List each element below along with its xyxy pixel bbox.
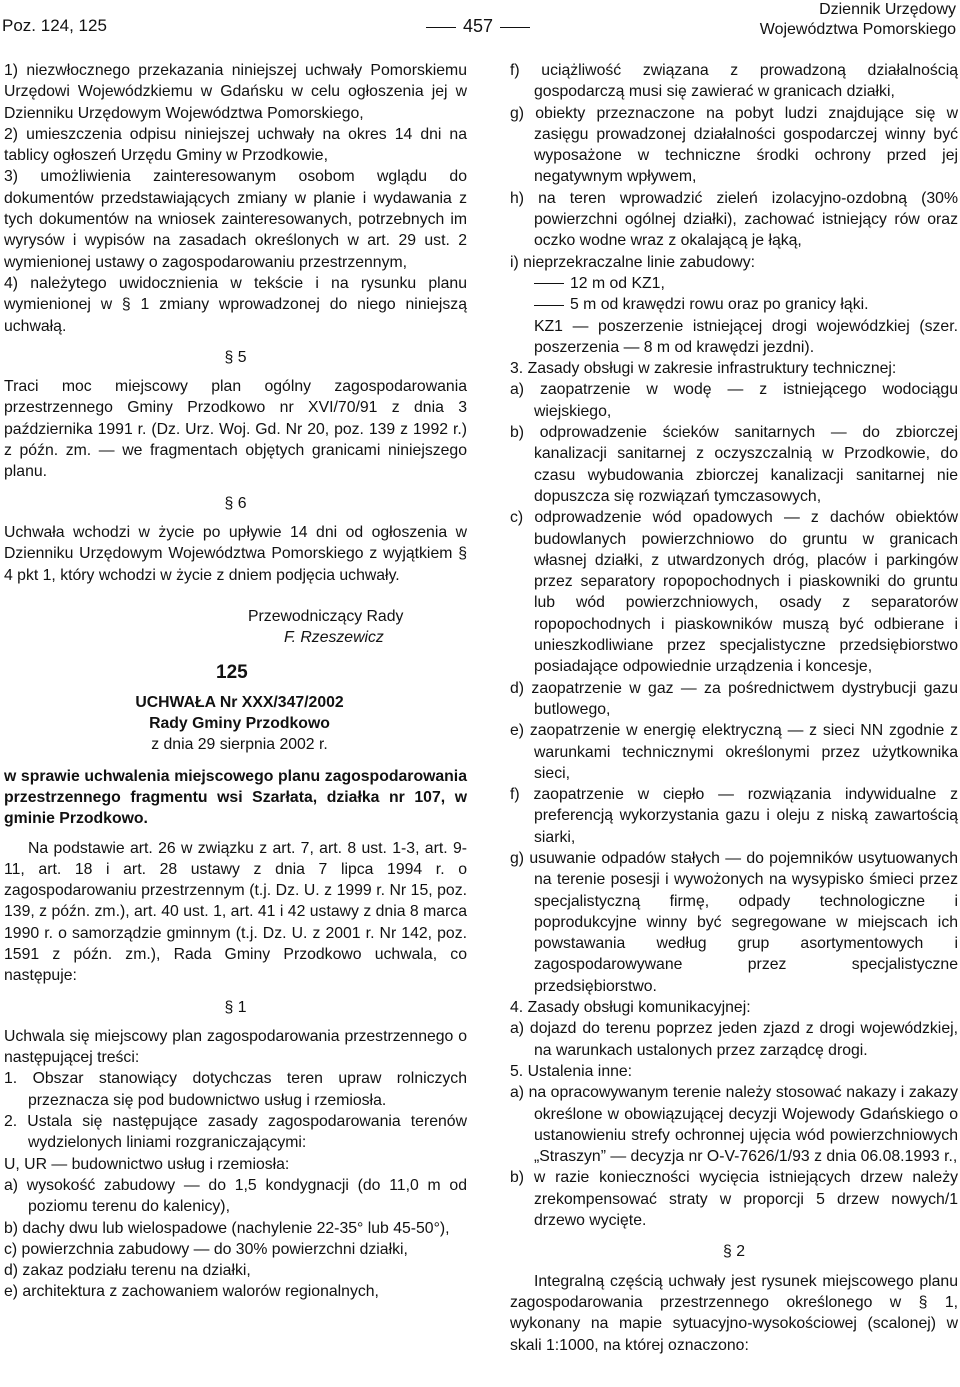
- signature-name-wrap: [4, 627, 467, 648]
- list-item: 2) umieszczenia odpisu niniejszej uchwały na okres 14 dni na tablicy ogłoszeń Urzędu Gminy w Przodkowie,: [4, 125, 467, 165]
- list-item: e) architektura z zachowaniem walorów regionalnych,: [4, 1283, 379, 1301]
- page-number: 457: [462, 16, 494, 36]
- signature-role: Przewodniczący Rady: [248, 607, 404, 625]
- journal-title: [760, 0, 956, 40]
- list-item: c) powierzchnia zabudowy — do 30% powierzchni działki,: [4, 1240, 408, 1258]
- list-item: f) zaopatrzenie w ciepło — rozwiązania indywidualne z preferencją wykorzystania gazu i oleju z niską zawartością siarki,: [510, 786, 958, 846]
- list-item: b) dachy dwu lub wielospadowe (nachylenie 22-35° lub 45-50°),: [4, 1219, 450, 1237]
- list-item: a) wysokość zabudowy — do 1,5 kondygnacji (do 11,0 m od poziomu terenu do kalenicy),: [4, 1176, 467, 1216]
- rule-right: [500, 27, 530, 28]
- dash-mark: [534, 283, 564, 284]
- list-item: g) obiekty przeznaczone na pobyt ludzi znajdujące się w zasięgu prowadzonej działalności gospodarczej winny być wyposażone w techniczne środki ochrony przed jej negatywnym wpływem,: [510, 104, 958, 186]
- list-item: d) zaopatrzenie w gaz — za pośrednictwem dystrybucji gazu butlowego,: [510, 679, 958, 718]
- list-item: a) zaopatrzenie w wodę — z istniejącego wodociągu wiejskiego,: [510, 381, 958, 420]
- position-reference: Poz. 124, 125: [2, 16, 107, 35]
- section-text-6: Uchwała wchodzi w życie po upływie 14 dni od ogłoszenia w Dzienniku Urzędowym Województwa Pomorskiego z wyjątkiem § 4 pkt 1, który wchodzi w życie z dniem podjęcia uchwały.: [4, 523, 467, 584]
- resolution-title: UCHWAŁA Nr XXX/347/2002: [135, 693, 344, 711]
- right-column: [510, 60, 958, 1356]
- list-item: h) na teren wprowadzić zieleń izolacyjno-ozdobną (30% powierzchni ogólnej działki), zachować istniejący rów oraz oczko wodne wraz z okalającą je łąką,: [510, 189, 958, 250]
- list-item: 3) umożliwienia zainteresowanym osobom wglądu do dokumentów przedstawiających zmiany w planie i wydawania z tych dokumentów na wniosek zainteresowanych, potrzebnych im wyrysów i wypisów na zasadach określonych w art. 29 ust. 2 wymienionej ustawy o zagospodarowaniu przestrzennym,: [4, 168, 467, 271]
- list-item: c) odprowadzenie wód opadowych — z dachów obiektów budowlanych powierzchniowo do gruntu w granicach własnej działki, z utwardzonych dróg, placów i parkingów przez separatory ropopochodnych i piaskowniki do gruntu lub wód powierzchniowych, osady z separatorów ropopochodnych i piaskowników muszą być odbierane i unieszkodliwiane przez specjalistyczne przedsiębiorstwo posiadające odpowiednie urządzenia i koncesje,: [510, 509, 958, 676]
- list-item: a) dojazd do terenu poprzez jeden zjazd z drogi wojewódzkiej, na warunkach ustalonych przez zarządcę drogi.: [510, 1020, 958, 1059]
- list-item: e) zaopatrzenie w energię elektryczną — z sieci NN zgodnie z warunkami technicznymi określonymi przez użytkownika sieci,: [510, 722, 958, 782]
- resolution-subject: w sprawie uchwalenia miejscowego planu zagospodarowania przestrzennego fragmentu wsi Szarłata, działka nr 107, w gminie Przodkowo.: [4, 767, 467, 828]
- point-2: 2. Ustala się następujące zasady zagospodarowania terenów wydzielonych liniami rozgraniczającymi:: [4, 1113, 467, 1152]
- section-title-2: § 2: [723, 1243, 745, 1261]
- list-item: b) odprowadzenie ścieków sanitarnych — do zbiorczej kanalizacji sanitarnej z oczyszczalnią w Przodkowie, do czasu wybudowania zbiorczej kanalizacji sanitarnej nie dopuszcza się rozwiązań tymczasowych,: [510, 424, 958, 505]
- section-title-5: § 5: [224, 348, 247, 366]
- resolution-body: Rady Gminy Przodkowo: [149, 715, 330, 733]
- list-item: g) usuwanie odpadów stałych — do pojemników usytuowanych na terenie posesji i wywożonych na wysypisko śmieci przez specjalistyczną firmę, odpady technologiczne i poprodukcyjne winny być segregowane w miejscach ich powstawania według grup asortymentowych i zagospodarowywane przez specjalistyczne przedsiębiorstwo.: [510, 849, 958, 995]
- signature-name: F. Rzeszewicz: [284, 629, 384, 647]
- point-4: 4. Zasady obsługi komunikacyjnej:: [510, 999, 751, 1017]
- list-item: 4) należytego uwidocznienia w tekście i na rysunku planu wymienionej w § 1 zmiany wprowadzonej do niego niniejszą uchwałą.: [4, 274, 467, 335]
- section-text-1: Uchwala się miejscowy plan zagospodarowania przestrzennego o następującej treści:: [4, 1027, 467, 1067]
- left-column: [4, 60, 467, 1303]
- list-item: b) w razie konieczności wycięcia istniejących drzew należy zrekompensować straty w proporcji 5 drzew nowych/1 drzewo wycięte.: [510, 1169, 958, 1230]
- point-5: 5. Ustalenia inne:: [510, 1062, 633, 1080]
- section-text-5: Traci moc miejscowy plan ogólny zagospodarowania przestrzennego Gminy Przodkowo nr XVI/70/91 z dnia 3 października 1991 r. (Dz. Urz. Woj. Gd. Nr 20, poz. 139 z 1992 r.) z późn. zm. — we fragmentach objętych granicami niniejszego planu.: [4, 378, 467, 481]
- section-title-6: § 6: [224, 494, 247, 512]
- journal-title-line2: Województwa Pomorskiego: [759, 21, 956, 38]
- resolution-date: z dnia 29 sierpnia 2002 r.: [151, 736, 328, 754]
- list-item-i: i) nieprzekraczalne linie zabudowy:: [510, 253, 755, 271]
- point-2-sub: U, UR — budownictwo usług i rzemiosła:: [4, 1155, 290, 1173]
- page-number-block: [413, 16, 543, 37]
- rule-left: [426, 27, 456, 28]
- resolution-heading: [4, 692, 467, 756]
- list-item: 1) niezwłocznego przekazania niniejszej uchwały Pomorskiemu Urzędowi Wojewódzkiemu w Gdańsku w celu ogłoszenia jej w Dzienniku Urzędowym Województwa Pomorskiego,: [4, 62, 467, 122]
- list-item: a) na opracowywanym terenie należy stosować nakazy i zakazy określone w obowiązującej decyzji Wojewody Gdańskiego o ustanowieniu strefy ochronnej ujęcia wód powierzchniowych „Straszyn” — decyzja nr O-V-7626/1/93 z dnia 06.08.1993 r.,: [510, 1084, 958, 1166]
- page-header: [0, 0, 960, 44]
- setback-line-2: [510, 294, 958, 315]
- point-3: 3. Zasady obsługi w zakresie infrastruktury technicznej:: [510, 360, 897, 378]
- setback-line-1: [510, 273, 958, 294]
- resolution-number: 125: [216, 662, 248, 684]
- list-item: f) uciążliwość związana z prowadzoną działalnością gospodarczą musi się zawierać w granicach działki,: [510, 62, 958, 101]
- kz1-note: KZ1 — poszerzenie istniejącej drogi wojewódzkiej (szer. poszerzenia — 8 m od krawędzi jezdni).: [534, 317, 958, 356]
- setback-line-2-text: 5 m od krawędzi rowu oraz po granicy łąki.: [570, 296, 869, 314]
- point-1: 1. Obszar stanowiący dotychczas teren upraw rolniczych przeznacza się pod budownictwo usług i rzemiosła.: [4, 1070, 467, 1109]
- dash-mark: [534, 305, 564, 306]
- section-title-1: § 1: [224, 998, 247, 1016]
- setback-line-1-text: 12 m od KZ1,: [570, 274, 665, 292]
- journal-title-line1: Dziennik Urzędowy: [819, 1, 956, 18]
- list-item: d) zakaz podziału terenu na działki,: [4, 1262, 251, 1280]
- section-text-2: Integralną częścią uchwały jest rysunek miejscowego planu zagospodarowania przestrzennego określonego w § 1, wykonany na mapie sytuacyjno-wysokościowej (scalonej) w skali 1:1000, na której oznaczono:: [510, 1272, 958, 1354]
- legal-basis: Na podstawie art. 26 w związku z art. 7, art. 8 ust. 1-3, art. 9-11, art. 18 i art. 28 ustawy z dnia 7 lipca 1994 r. o zagospodarowaniu przestrzennym (t.j. Dz. U. z 1999 r. Nr 15, poz. 139, z późn. zm.), art. 40 ust. 1, art. 41 i 42 ustawy z dnia 8 marca 1990 r. o samorządzie gminnym (t.j. Dz. U. z 2001 r. Nr 142, poz. 1591 z późn. zm.), Rada Gminy Przodkowo uchwala, co następuje:: [4, 839, 467, 985]
